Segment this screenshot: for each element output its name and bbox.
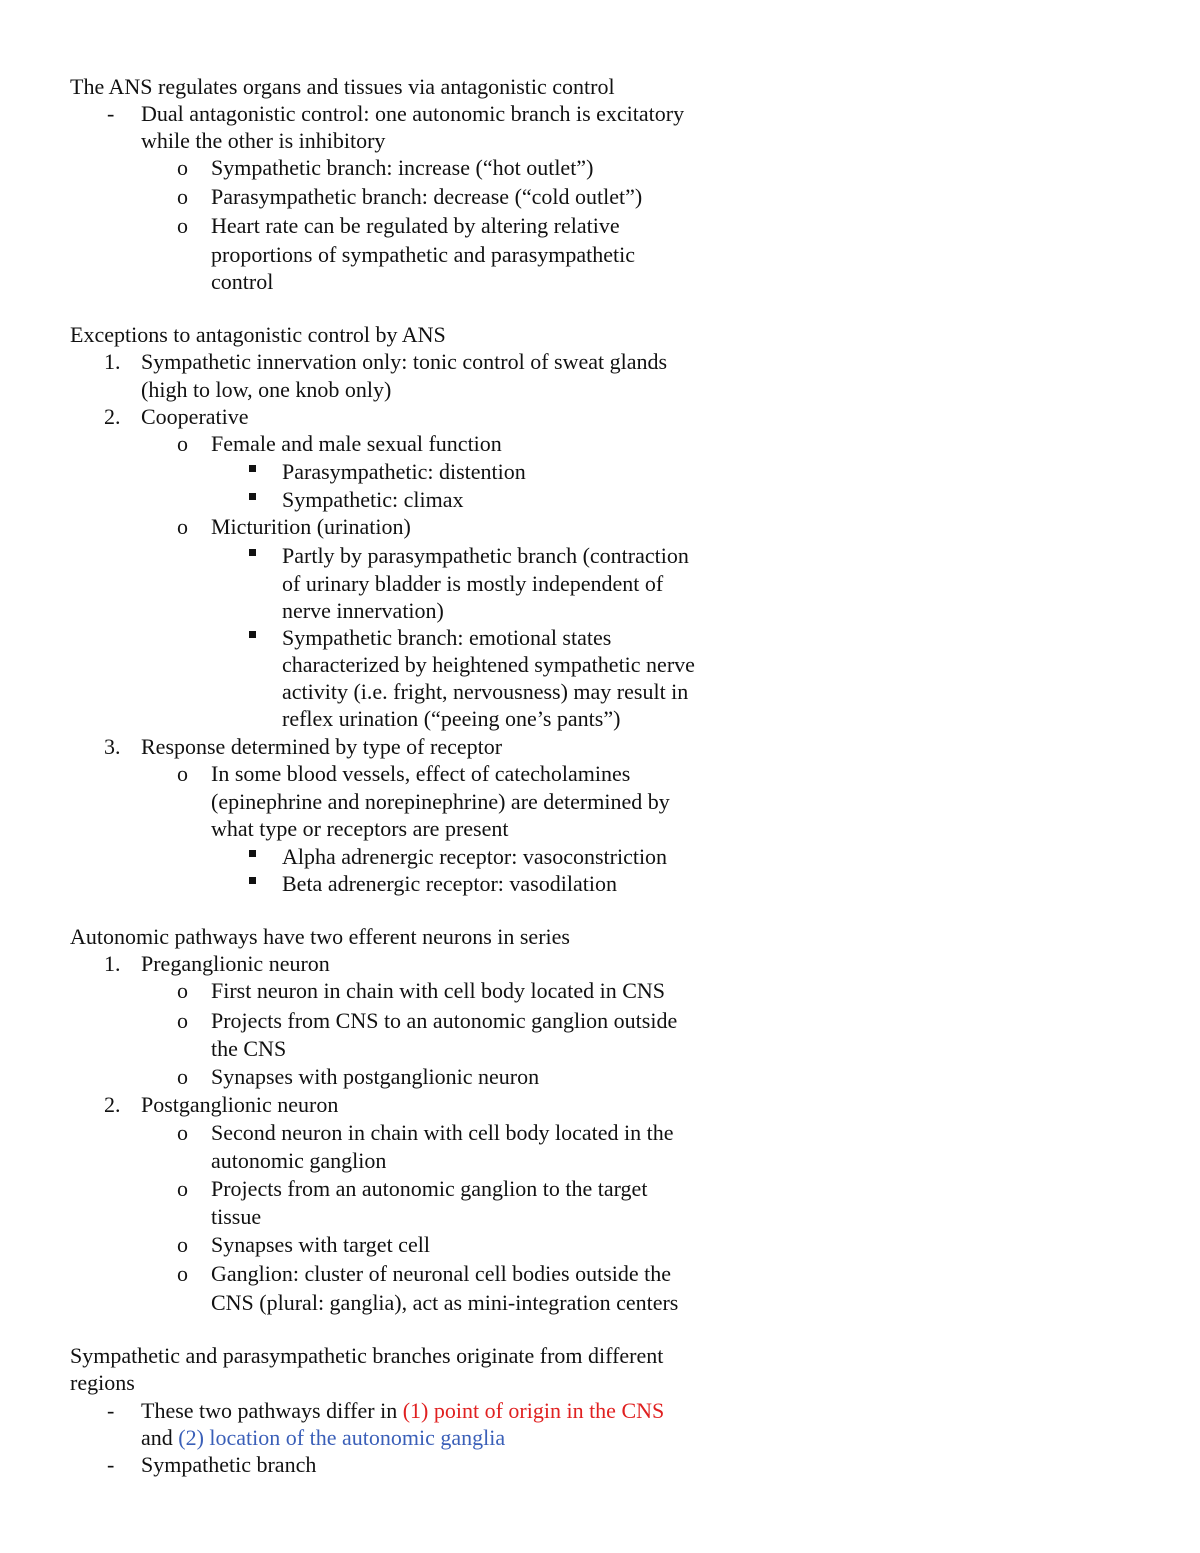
circle-bullet: o (177, 184, 188, 209)
circle-bullet: o (177, 514, 188, 539)
list-item-text: Heart rate can be regulated by altering relative (211, 213, 620, 238)
list-item-text: Ganglion: cluster of neuronal cell bodies outside the (211, 1261, 672, 1286)
plain-text: These two pathways differ in (141, 1398, 403, 1423)
list-item-text: activity (i.e. fright, nervousness) may result in (282, 679, 689, 704)
dash-bullet: - (107, 1452, 115, 1477)
numbered-marker: 3. (104, 734, 121, 759)
list-item-text: (high to low, one knob only) (141, 377, 392, 402)
list-item-text: what type or receptors are present (211, 816, 509, 841)
red-highlight-text: (1) point of origin in the CNS (402, 1398, 665, 1423)
circle-bullet: o (177, 1176, 188, 1201)
list-item-text: Beta adrenergic receptor: vasodilation (282, 871, 617, 896)
list-item-text (141, 1397, 664, 1424)
list-item-text: Projects from an autonomic ganglion to the target (211, 1176, 648, 1201)
numbered-marker: 2. (104, 1092, 121, 1117)
list-item-text: Preganglionic neuron (141, 951, 330, 976)
list-item-text: the CNS (211, 1036, 287, 1061)
list-item-text (141, 1424, 505, 1451)
list-item-text: Parasympathetic branch: decrease (“cold outlet”) (211, 184, 643, 209)
list-item-text: CNS (plural: ganglia), act as mini-integration centers (211, 1290, 679, 1315)
square-bullet (249, 877, 256, 884)
numbered-marker: 1. (104, 951, 121, 976)
numbered-marker: 1. (104, 349, 121, 374)
circle-bullet: o (177, 213, 188, 238)
circle-bullet: o (177, 1261, 188, 1286)
dash-bullet: - (107, 101, 115, 126)
list-item-text: Alpha adrenergic receptor: vasoconstriction (282, 844, 668, 869)
list-item-text: Sympathetic branch: emotional states (282, 625, 612, 650)
square-bullet (249, 850, 256, 857)
section-heading: Sympathetic and parasympathetic branches originate from different (70, 1343, 664, 1368)
square-bullet (249, 493, 256, 500)
list-item-text: In some blood vessels, effect of catecholamines (211, 761, 631, 786)
list-item-text: Synapses with target cell (211, 1232, 430, 1257)
list-item-text: Sympathetic innervation only: tonic control of sweat glands (141, 349, 668, 374)
list-item-text: of urinary bladder is mostly independent of (282, 571, 664, 596)
section-heading: The ANS regulates organs and tissues via antagonistic control (70, 74, 615, 99)
circle-bullet: o (177, 1008, 188, 1033)
circle-bullet: o (177, 1064, 188, 1089)
plain-text: and (141, 1425, 179, 1450)
list-item-text: Projects from CNS to an autonomic ganglion outside (211, 1008, 678, 1033)
list-item-text: while the other is inhibitory (141, 128, 386, 153)
list-item-text: Parasympathetic: distention (282, 459, 526, 484)
section-heading: Exceptions to antagonistic control by ANS (70, 322, 446, 347)
list-item-text: Sympathetic: climax (282, 487, 464, 512)
list-item-text: Sympathetic branch (141, 1452, 317, 1477)
dash-bullet: - (107, 1398, 115, 1423)
section-heading: Autonomic pathways have two efferent neurons in series (70, 924, 570, 949)
list-item-text: (epinephrine and norepinephrine) are determined by (211, 789, 670, 814)
circle-bullet: o (177, 1120, 188, 1145)
circle-bullet: o (177, 1232, 188, 1257)
list-item-text: Dual antagonistic control: one autonomic branch is excitatory (141, 101, 685, 126)
circle-bullet: o (177, 761, 188, 786)
section-heading-continued: regions (70, 1370, 135, 1395)
list-item-text: tissue (211, 1204, 262, 1229)
list-item-text: Micturition (urination) (211, 514, 411, 539)
square-bullet (249, 465, 256, 472)
square-bullet (249, 549, 256, 556)
circle-bullet: o (177, 155, 188, 180)
list-item-text: Response determined by type of receptor (141, 734, 503, 759)
list-item-text: Cooperative (141, 404, 249, 429)
list-item-text: Postganglionic neuron (141, 1092, 339, 1117)
list-item-text: First neuron in chain with cell body located in CNS (211, 978, 665, 1003)
list-item-text: Partly by parasympathetic branch (contraction (282, 543, 689, 568)
list-item-text: reflex urination (“peeing one’s pants”) (282, 706, 621, 731)
list-item-text: Sympathetic branch: increase (“hot outlet”) (211, 155, 594, 180)
list-item-text: Synapses with postganglionic neuron (211, 1064, 540, 1089)
circle-bullet: o (177, 431, 188, 456)
list-item-text: characterized by heightened sympathetic nerve (282, 652, 695, 677)
list-item-text: proportions of sympathetic and parasympathetic (211, 242, 635, 267)
list-item-text: Second neuron in chain with cell body located in the (211, 1120, 674, 1145)
circle-bullet: o (177, 978, 188, 1003)
square-bullet (249, 631, 256, 638)
list-item-text: autonomic ganglion (211, 1148, 387, 1173)
blue-highlight-text: (2) location of the autonomic ganglia (178, 1425, 506, 1450)
list-item-text: Female and male sexual function (211, 431, 502, 456)
list-item-text: control (211, 269, 274, 294)
list-item-text: nerve innervation) (282, 598, 444, 623)
numbered-marker: 2. (104, 404, 121, 429)
